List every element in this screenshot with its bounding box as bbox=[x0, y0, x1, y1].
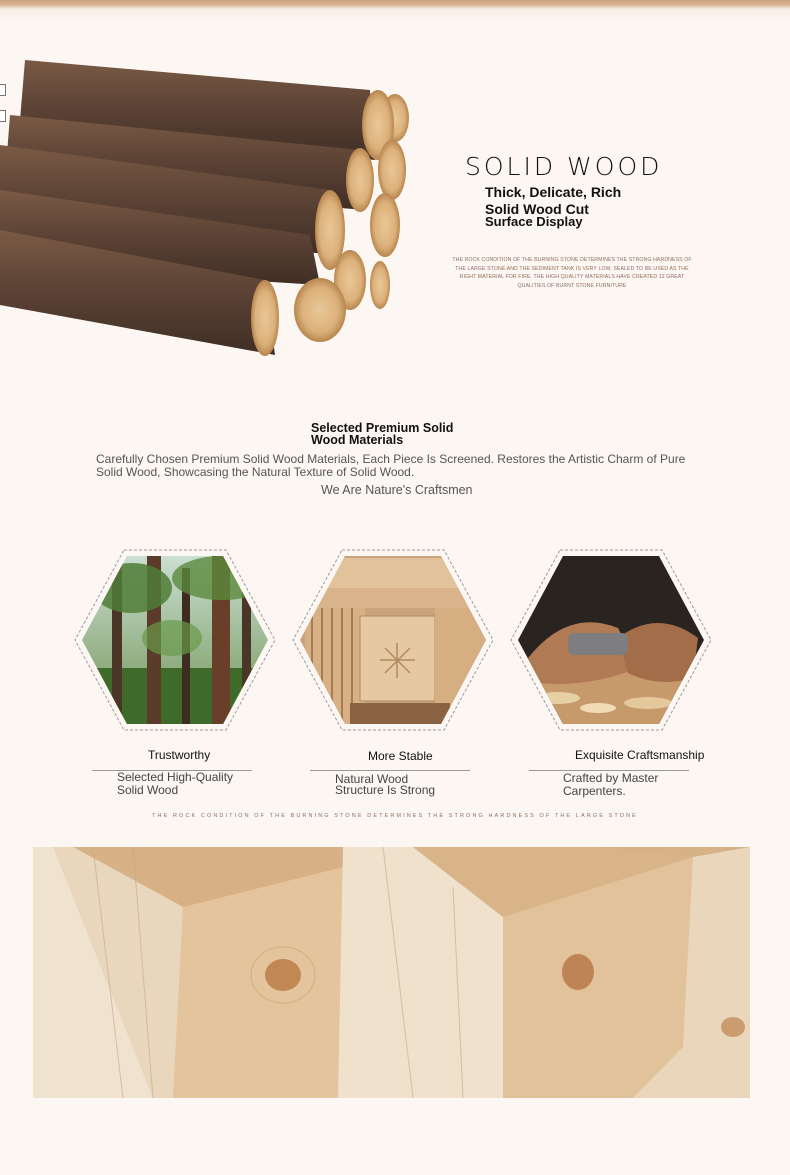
feature-title-craftsmanship: Exquisite Craftsmanship bbox=[575, 748, 705, 762]
feature-divider bbox=[310, 770, 470, 771]
section-title-line-1: Selected Premium Solid bbox=[311, 421, 454, 435]
hero-subtitle-line-2: Solid Wood Cut bbox=[485, 201, 589, 217]
section-title-line-2: Wood Materials bbox=[311, 432, 404, 447]
feature-desc-line: Solid Wood bbox=[117, 783, 179, 797]
section-description: Carefully Chosen Premium Solid Wood Materials, Each Piece Is Screened. Restores the Artistic Charm of Pure Solid Wood, Showcasing the Natural Texture of Solid Wood. bbox=[96, 452, 686, 479]
edge-marker bbox=[0, 84, 6, 96]
hero-fine-print: THE ROCK CONDITION OF THE BURNING STONE DETERMINES THE STRONG HARDNESS OF THE LARGE STONE AND THE SEDIMENT TANK IS VERY LOW, SEALED TO BE USED AS THE RIGHT MATERIAL FOR FIRE. THE HIGH QUALITY MATERIALS HAVE CREATED 12 GREAT QUALITIES OF BURNT STONE FURNITURE bbox=[452, 257, 692, 289]
feature-desc-trustworthy bbox=[117, 771, 233, 797]
feature-desc-line: Crafted by Master bbox=[563, 771, 659, 785]
stacked-logs-image bbox=[0, 40, 420, 370]
feature-desc-stable bbox=[335, 774, 435, 796]
section-tagline: We Are Nature's Craftsmen bbox=[321, 483, 473, 497]
wood-blocks-closeup-image bbox=[33, 847, 750, 1098]
hero-title: SOLID WOOD bbox=[465, 152, 663, 181]
hero-title-block bbox=[465, 152, 662, 181]
feature-image-carpenter bbox=[508, 548, 714, 733]
feature-desc-line: Selected High-Quality bbox=[117, 770, 234, 784]
edge-marker bbox=[0, 110, 6, 122]
section-title bbox=[311, 423, 453, 446]
feature-desc-line: Natural Wood bbox=[335, 772, 409, 786]
divider-caption: THE ROCK CONDITION OF THE BURNING STONE DETERMINES THE STRONG HARDNESS OF THE LARGE STONE bbox=[152, 813, 638, 819]
feature-title-stable: More Stable bbox=[368, 749, 433, 763]
feature-desc-line: Carpenters. bbox=[563, 784, 626, 798]
feature-title-trustworthy: Trustworthy bbox=[148, 748, 211, 762]
feature-image-forest bbox=[72, 548, 278, 733]
hero-subtitle-line-3: Surface Display bbox=[485, 214, 583, 229]
top-image-strip bbox=[0, 0, 790, 22]
feature-desc-craftsmanship bbox=[563, 772, 658, 798]
hero-subtitle-line-1: Thick, Delicate, Rich bbox=[485, 184, 622, 200]
feature-image-lumber bbox=[290, 548, 496, 733]
feature-desc-line: Structure Is Strong bbox=[335, 783, 436, 797]
